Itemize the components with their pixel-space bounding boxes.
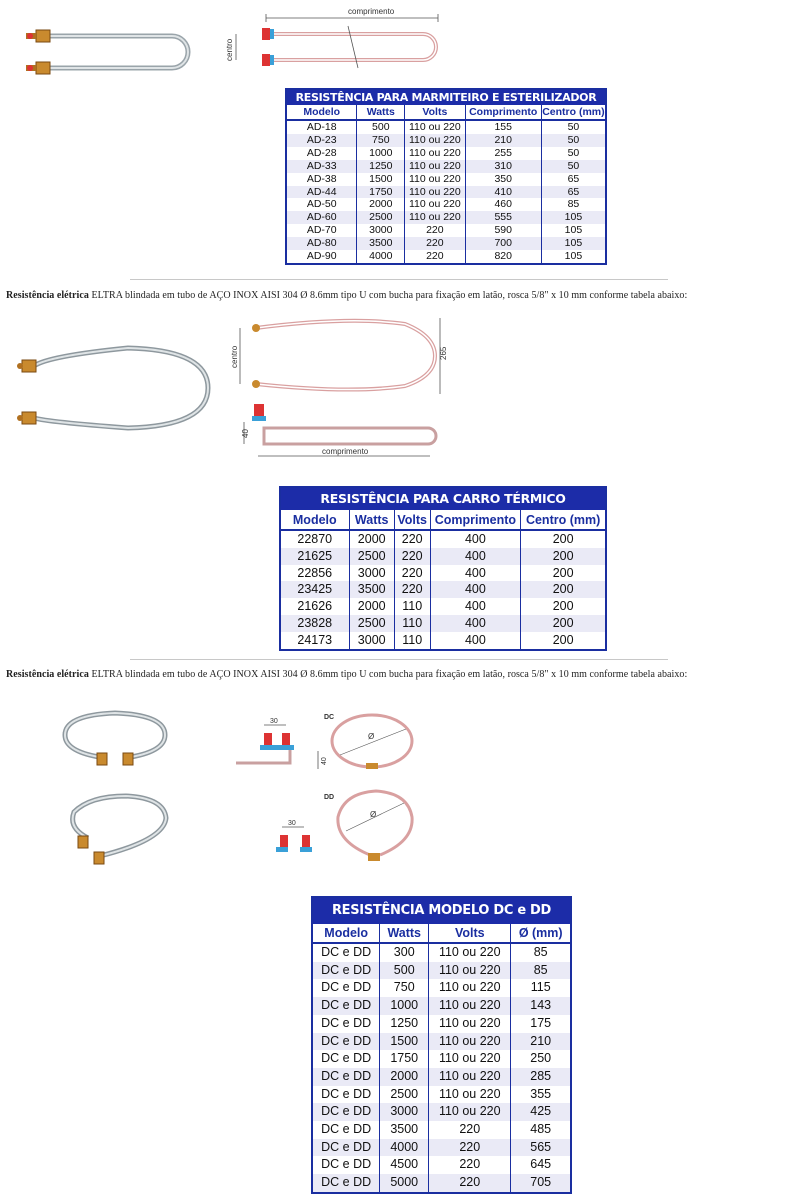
dc-dd-diagram	[230, 705, 450, 875]
column-header: Volts	[394, 510, 430, 530]
table-cell: 220	[394, 581, 430, 598]
table-cell: 110	[394, 615, 430, 632]
table-cell: 23828	[281, 615, 349, 632]
table-cell: 200	[521, 565, 605, 582]
table-cell: DC e DD	[321, 945, 372, 959]
table-row	[313, 943, 570, 962]
table-cell: 110 ou 220	[405, 186, 465, 199]
table-cell: 200	[521, 530, 605, 548]
table-cell: 2500	[349, 548, 394, 565]
table-cell: 65	[541, 186, 605, 199]
table-cell: 110 ou 220	[429, 1103, 511, 1121]
table-cell: AD-18	[306, 121, 337, 133]
table-cell: 200	[521, 598, 605, 615]
table-row	[313, 1086, 570, 1104]
table-cell: 65	[541, 173, 605, 186]
table-cell: 50	[541, 134, 605, 147]
carro-termico-photo	[8, 338, 218, 438]
table-cell: 400	[430, 565, 521, 582]
table-cell: 400	[430, 598, 521, 615]
table-row	[287, 186, 605, 199]
table-row	[281, 530, 605, 548]
table-cell: 645	[511, 1156, 570, 1174]
table-cell: 2000	[349, 598, 394, 615]
table-row	[281, 615, 605, 632]
table-row	[281, 581, 605, 598]
table-cell: 210	[511, 1033, 570, 1051]
table-cell: AD-70	[306, 224, 337, 237]
table-cell: 1750	[357, 186, 405, 199]
table-cell: 1250	[380, 1015, 429, 1033]
table-cell: 110 ou 220	[405, 134, 465, 147]
table-cell: 3000	[349, 632, 394, 649]
table-cell: 400	[430, 632, 521, 649]
spacing-label-dd: 30	[288, 820, 296, 827]
table-cell: 300	[380, 943, 429, 962]
table-cell: 105	[541, 250, 605, 263]
table-cell: AD-38	[306, 172, 337, 185]
table-cell: 110 ou 220	[429, 979, 511, 997]
table-row	[287, 120, 605, 134]
offset-label: 40	[241, 429, 250, 438]
table-cell: 820	[465, 250, 541, 263]
table-cell: 110 ou 220	[405, 198, 465, 211]
table-cell: 50	[541, 160, 605, 173]
table-title: RESISTÊNCIA PARA CARRO TÉRMICO	[281, 488, 605, 510]
table-cell: 3500	[380, 1121, 429, 1139]
description-bold: Resistência elétrica	[6, 669, 89, 680]
table-cell: 3500	[357, 237, 405, 250]
table-cell: AD-80	[287, 237, 357, 250]
table-cell: DC e DD	[313, 1103, 380, 1121]
column-header: Modelo	[313, 924, 380, 943]
table-cell: DC e DD	[321, 1086, 372, 1101]
table-cell: 400	[430, 615, 521, 632]
description-text: ELTRA blindada em tubo de AÇO INOX AISI 304 Ø 8.6mm tipo U com bucha para fixação em latão, rosca 5/8" x 10 mm conforme tabela abaixo:	[88, 669, 688, 680]
table-body	[281, 510, 605, 649]
table-cell: AD-50	[306, 198, 337, 211]
section-description	[6, 669, 687, 680]
table-cell: 555	[465, 211, 541, 224]
table-cell: 3000	[380, 1103, 429, 1121]
spacing-label: 30	[270, 718, 278, 725]
table-cell: 50	[541, 120, 605, 134]
table-cell: 85	[541, 198, 605, 211]
table-cell: 2000	[380, 1068, 429, 1086]
table-cell: 400	[430, 581, 521, 598]
table-cell: 460	[465, 198, 541, 211]
table-cell: AD-33	[287, 160, 357, 173]
table-row	[313, 1156, 570, 1174]
table-cell: 200	[521, 548, 605, 565]
table-cell: 110 ou 220	[429, 943, 511, 962]
table-cell: 105	[541, 224, 605, 237]
table-cell: 500	[380, 962, 429, 980]
carro-termico-diagram	[230, 312, 450, 472]
table-cell: 200	[521, 632, 605, 649]
table-cell: 425	[511, 1103, 570, 1121]
table-cell: 110 ou 220	[429, 1033, 511, 1051]
table-cell: 355	[511, 1086, 570, 1104]
divider	[130, 279, 668, 280]
table-cell: 750	[357, 134, 405, 147]
table-row	[281, 565, 605, 582]
table-cell: AD-23	[287, 134, 357, 147]
table-cell: 220	[394, 548, 430, 565]
diameter-label-dd: Ø	[370, 810, 377, 819]
table-cell: 85	[511, 962, 570, 980]
table-title: RESISTÊNCIA PARA MARMITEIRO E ESTERILIZADOR	[287, 90, 605, 105]
table-row	[313, 962, 570, 980]
table-cell: 200	[521, 615, 605, 632]
dc-heater-photo	[55, 705, 175, 775]
table-cell: 4500	[380, 1156, 429, 1174]
table-cell: 21625	[281, 548, 349, 565]
table-cell: DC e DD	[313, 1139, 380, 1157]
table-row	[313, 1121, 570, 1139]
table-cell: 23425	[281, 581, 349, 598]
table-cell: 220	[394, 565, 430, 582]
table-row	[313, 979, 570, 997]
table-cell: DC e DD	[321, 1015, 372, 1030]
table-cell: 220	[405, 237, 465, 250]
description-bold: Resistência elétrica	[6, 290, 89, 301]
table-cell: 4000	[380, 1139, 429, 1157]
table-row	[313, 1033, 570, 1051]
table-row	[287, 134, 605, 147]
table-cell: 115	[511, 979, 570, 997]
offset-label-dc: 40	[321, 757, 328, 765]
table-cell: 2000	[357, 198, 405, 211]
table-cell: 143	[511, 997, 570, 1015]
table-cell: 22870	[297, 532, 333, 546]
table-cell: 750	[380, 979, 429, 997]
table-cell: 110 ou 220	[429, 1015, 511, 1033]
table-row	[287, 250, 605, 263]
table-body	[287, 105, 605, 263]
table-cell: 285	[511, 1068, 570, 1086]
column-header: Centro (mm)	[542, 106, 605, 118]
table-cell: 220	[429, 1174, 511, 1192]
section-description	[6, 290, 687, 301]
table-cell: 350	[465, 173, 541, 186]
table-cell: 250	[511, 1050, 570, 1068]
column-header: Volts	[429, 924, 511, 943]
table-cell: 2500	[357, 211, 405, 224]
table-cell: 21626	[297, 599, 333, 614]
table-row	[287, 173, 605, 186]
table-cell: AD-44	[287, 186, 357, 199]
table-cell: 310	[465, 160, 541, 173]
table-cell: DC e DD	[313, 997, 380, 1015]
table-cell: DC e DD	[321, 1157, 372, 1172]
centro-label: centro	[225, 38, 234, 61]
table-row	[313, 997, 570, 1015]
table-cell: 3000	[357, 224, 405, 237]
table-cell: 5000	[380, 1174, 429, 1192]
table-cell: 110	[394, 632, 430, 649]
table-cell: 2000	[349, 530, 394, 548]
table-cell: 110 ou 220	[405, 160, 465, 173]
table-cell: 400	[430, 530, 521, 548]
column-header: Volts	[405, 105, 465, 120]
table-cell: DC e DD	[313, 1174, 380, 1192]
table-cell: 110 ou 220	[405, 173, 465, 186]
table-cell: 1750	[380, 1050, 429, 1068]
table-cell: 4000	[357, 250, 405, 263]
table-cell: 400	[430, 548, 521, 565]
description-text: ELTRA blindada em tubo de AÇO INOX AISI 304 Ø 8.6mm tipo U com bucha para fixação em latão, rosca 5/8" x 10 mm conforme tabela abaixo:	[88, 290, 688, 301]
spec-table-dc-dd	[311, 896, 572, 1194]
table-row	[287, 160, 605, 173]
table-cell: 110 ou 220	[405, 211, 465, 224]
table-cell: 105	[541, 237, 605, 250]
table-cell: 110 ou 220	[405, 120, 465, 134]
table-cell: 220	[429, 1139, 511, 1157]
table-cell: 500	[357, 120, 405, 134]
table-cell: 200	[521, 581, 605, 598]
table-cell: 110 ou 220	[405, 147, 465, 160]
table-cell: 705	[511, 1174, 570, 1192]
column-header: Watts	[357, 105, 405, 120]
u-heater-diagram-small	[218, 4, 448, 84]
table-cell: 220	[429, 1156, 511, 1174]
table-cell: 1500	[380, 1033, 429, 1051]
table-cell: 220	[405, 250, 465, 263]
table-cell: AD-60	[287, 211, 357, 224]
table-cell: 210	[465, 134, 541, 147]
table-cell: 1000	[357, 147, 405, 160]
table-row	[313, 1174, 570, 1192]
comprimento-label-2: comprimento	[322, 447, 369, 456]
table-cell: DC e DD	[321, 980, 372, 995]
table-cell: 85	[511, 943, 570, 962]
u-heater-photo-small	[10, 22, 200, 84]
table-row	[281, 598, 605, 615]
column-header: Modelo	[281, 510, 349, 530]
table-cell: 110 ou 220	[429, 1068, 511, 1086]
table-cell: 3500	[349, 581, 394, 598]
table-row	[287, 211, 605, 224]
table-row	[313, 1068, 570, 1086]
table-cell: 24173	[297, 632, 333, 647]
table-cell: 175	[511, 1015, 570, 1033]
table-cell: 105	[541, 211, 605, 224]
table-cell: 110 ou 220	[429, 1086, 511, 1104]
table-row	[313, 1103, 570, 1121]
table-row	[313, 1139, 570, 1157]
table-cell: DC e DD	[313, 962, 380, 980]
comprimento-label: comprimento	[348, 7, 395, 16]
centro-label-2: centro	[230, 345, 239, 368]
table-row	[313, 1015, 570, 1033]
table-cell: 22856	[297, 565, 333, 580]
column-header: Watts	[380, 924, 429, 943]
table-cell: 565	[511, 1139, 570, 1157]
table-row	[287, 147, 605, 160]
table-row	[287, 237, 605, 250]
table-cell: 110 ou 220	[429, 997, 511, 1015]
diameter-label-dc: Ø	[368, 732, 375, 741]
table-cell: 1000	[380, 997, 429, 1015]
spec-table-marmiteiro	[285, 88, 607, 265]
table-row	[281, 632, 605, 649]
table-cell: 3000	[349, 565, 394, 582]
table-cell: 50	[541, 147, 605, 160]
table-cell: 2500	[380, 1086, 429, 1104]
table-cell: AD-90	[306, 250, 337, 263]
dd-label: DD	[324, 794, 335, 801]
table-cell: 220	[429, 1121, 511, 1139]
table-cell: DC e DD	[321, 1122, 372, 1137]
divider	[130, 659, 668, 660]
table-row	[281, 548, 605, 565]
dd-heater-photo	[60, 790, 180, 870]
table-title: RESISTÊNCIA MODELO DC e DD	[313, 898, 570, 924]
column-header: Watts	[349, 510, 394, 530]
table-cell: 110 ou 220	[429, 962, 511, 980]
table-cell: 590	[465, 224, 541, 237]
table-cell: 155	[465, 120, 541, 134]
table-cell: 220	[405, 224, 465, 237]
table-cell: 110 ou 220	[429, 1050, 511, 1068]
table-cell: 700	[465, 237, 541, 250]
table-cell: 1250	[357, 160, 405, 173]
column-header: Comprimento	[430, 510, 521, 530]
table-cell: 485	[511, 1121, 570, 1139]
dc-label: DC	[324, 714, 335, 721]
table-cell: 110	[394, 598, 430, 615]
table-cell: 410	[465, 186, 541, 199]
table-row	[313, 1050, 570, 1068]
table-cell: AD-28	[306, 146, 337, 159]
table-cell: DC e DD	[313, 1033, 380, 1051]
height-label: 265	[439, 346, 448, 360]
table-cell: 255	[465, 147, 541, 160]
column-header: Ø (mm)	[511, 924, 570, 943]
column-header: Comprimento	[465, 105, 541, 120]
table-row	[287, 198, 605, 211]
column-header: Centro (mm)	[521, 510, 605, 530]
table-body	[313, 924, 570, 1192]
spec-table-carro-termico	[279, 486, 607, 651]
table-cell: 220	[394, 530, 430, 548]
table-cell: 1500	[357, 173, 405, 186]
table-cell: DC e DD	[321, 1051, 372, 1066]
table-cell: 2500	[349, 615, 394, 632]
table-row	[287, 224, 605, 237]
column-header: Modelo	[287, 105, 357, 120]
table-cell: DC e DD	[313, 1068, 380, 1086]
